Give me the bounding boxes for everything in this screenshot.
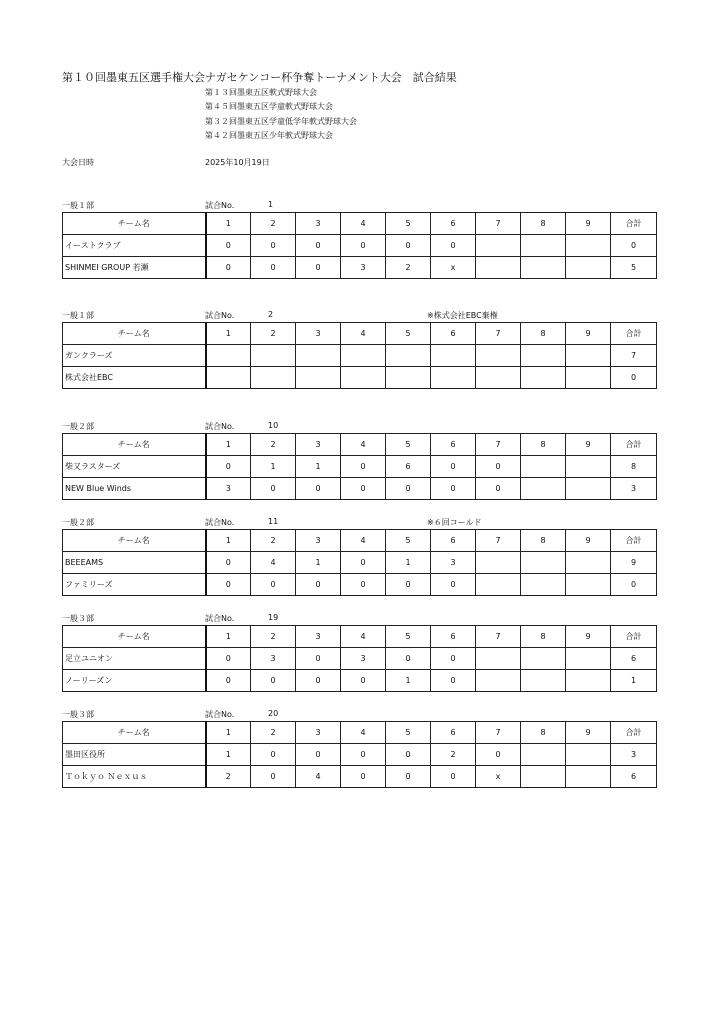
column-header-inning: 9 xyxy=(566,434,611,456)
division-label: 一般３部 xyxy=(62,614,94,623)
column-header-total: 合計 xyxy=(611,323,657,345)
inning-score: 1 xyxy=(296,552,341,574)
inning-score xyxy=(476,574,521,596)
game-no-value: 19 xyxy=(268,613,279,622)
inning-score xyxy=(431,367,476,389)
column-header-inning: 9 xyxy=(566,530,611,552)
team-name: 株式会社EBC xyxy=(63,367,206,389)
inning-score: 0 xyxy=(296,670,341,692)
inning-score: 0 xyxy=(476,456,521,478)
inning-score xyxy=(566,478,611,500)
inning-score: 2 xyxy=(431,744,476,766)
column-header-inning: 1 xyxy=(206,434,251,456)
inning-score xyxy=(251,345,296,367)
inning-score xyxy=(566,235,611,257)
subtitle-line: 第４５回墨東五区学童軟式野球大会 xyxy=(205,102,333,112)
game-block xyxy=(62,310,656,389)
total-score: 0 xyxy=(611,367,657,389)
inning-score: 0 xyxy=(206,552,251,574)
inning-score: 0 xyxy=(206,670,251,692)
total-score: 0 xyxy=(611,235,657,257)
inning-score: 0 xyxy=(386,235,431,257)
inning-score: 0 xyxy=(251,670,296,692)
inning-score: x xyxy=(431,257,476,279)
game-no-value: 2 xyxy=(268,310,274,319)
column-header-inning: 9 xyxy=(566,722,611,744)
inning-score xyxy=(566,345,611,367)
score-table xyxy=(62,625,657,692)
inning-score: 0 xyxy=(341,235,386,257)
inning-score: 0 xyxy=(296,257,341,279)
column-header-inning: 8 xyxy=(521,530,566,552)
table-header-row xyxy=(63,323,657,345)
game-header xyxy=(62,421,656,433)
column-header-inning: 2 xyxy=(251,722,296,744)
score-table xyxy=(62,322,657,389)
column-header-inning: 7 xyxy=(476,323,521,345)
column-header-inning: 4 xyxy=(341,722,386,744)
table-row xyxy=(63,574,657,596)
inning-score: 0 xyxy=(341,744,386,766)
inning-score: 0 xyxy=(251,478,296,500)
column-header-inning: 4 xyxy=(341,626,386,648)
game-block xyxy=(62,200,656,279)
table-row xyxy=(63,766,657,788)
game-note: ※６回コールド xyxy=(427,518,482,527)
inning-score: 3 xyxy=(431,552,476,574)
inning-score: 0 xyxy=(206,648,251,670)
inning-score xyxy=(206,345,251,367)
subtitle-list xyxy=(205,86,357,143)
inning-score: 0 xyxy=(296,648,341,670)
column-header-inning: 5 xyxy=(386,434,431,456)
inning-score xyxy=(521,345,566,367)
inning-score: 0 xyxy=(386,766,431,788)
inning-score: 0 xyxy=(341,574,386,596)
table-row xyxy=(63,235,657,257)
column-header-inning: 5 xyxy=(386,722,431,744)
table-header-row xyxy=(63,434,657,456)
score-table xyxy=(62,721,657,788)
column-header-inning: 1 xyxy=(206,722,251,744)
inning-score: 0 xyxy=(341,552,386,574)
inning-score: 0 xyxy=(296,574,341,596)
division-label: 一般１部 xyxy=(62,201,94,210)
column-header-inning: 5 xyxy=(386,323,431,345)
inning-score xyxy=(566,257,611,279)
inning-score xyxy=(341,345,386,367)
game-no-label: 試合No. xyxy=(205,201,235,210)
inning-score xyxy=(521,574,566,596)
total-score: 0 xyxy=(611,574,657,596)
column-header-inning: 6 xyxy=(431,626,476,648)
column-header-inning: 9 xyxy=(566,213,611,235)
column-header-inning: 9 xyxy=(566,323,611,345)
column-header-inning: 8 xyxy=(521,213,566,235)
page-title: 第１０回墨東五区選手権大会ナガセケンコー杯争奪トーナメント大会 試合結果 xyxy=(62,71,457,84)
column-header-inning: 7 xyxy=(476,213,521,235)
game-no-label: 試合No. xyxy=(205,311,235,320)
inning-score: 3 xyxy=(341,257,386,279)
table-header-row xyxy=(63,530,657,552)
inning-score: 1 xyxy=(206,744,251,766)
inning-score: 0 xyxy=(431,478,476,500)
total-score: 3 xyxy=(611,744,657,766)
inning-score: 0 xyxy=(206,456,251,478)
column-header-inning: 8 xyxy=(521,323,566,345)
inning-score xyxy=(521,235,566,257)
column-header-inning: 2 xyxy=(251,434,296,456)
subtitle-line: 第４２回墨東五区少年軟式野球大会 xyxy=(205,130,333,140)
game-no-label: 試合No. xyxy=(205,710,235,719)
game-no-value: 10 xyxy=(268,421,279,430)
team-name: 墨田区役所 xyxy=(63,744,206,766)
game-header xyxy=(62,310,656,322)
table-row xyxy=(63,367,657,389)
column-header-inning: 1 xyxy=(206,213,251,235)
inning-score: 4 xyxy=(251,552,296,574)
game-no-label: 試合No. xyxy=(205,614,235,623)
column-header-team: チーム名 xyxy=(63,213,206,235)
inning-score: 1 xyxy=(386,670,431,692)
column-header-inning: 4 xyxy=(341,434,386,456)
column-header-inning: 8 xyxy=(521,434,566,456)
game-block xyxy=(62,709,656,788)
game-header xyxy=(62,613,656,625)
column-header-inning: 4 xyxy=(341,213,386,235)
team-name: SHINMEI GROUP 若瀬 xyxy=(63,257,206,279)
inning-score: 0 xyxy=(341,670,386,692)
inning-score: 0 xyxy=(476,478,521,500)
total-score: 8 xyxy=(611,456,657,478)
column-header-inning: 8 xyxy=(521,722,566,744)
team-name: ガンクラーズ xyxy=(63,345,206,367)
column-header-inning: 3 xyxy=(296,323,341,345)
score-table xyxy=(62,529,657,596)
inning-score: x xyxy=(476,766,521,788)
table-header-row xyxy=(63,213,657,235)
column-header-inning: 6 xyxy=(431,323,476,345)
table-header-row xyxy=(63,722,657,744)
inning-score xyxy=(296,367,341,389)
division-label: 一般１部 xyxy=(62,311,94,320)
inning-score xyxy=(566,574,611,596)
inning-score xyxy=(566,552,611,574)
inning-score: 0 xyxy=(341,478,386,500)
inning-score xyxy=(521,367,566,389)
game-block xyxy=(62,517,656,596)
game-header xyxy=(62,517,656,529)
table-row xyxy=(63,478,657,500)
inning-score xyxy=(521,456,566,478)
game-header xyxy=(62,200,656,212)
inning-score: 0 xyxy=(431,648,476,670)
inning-score: 2 xyxy=(206,766,251,788)
column-header-total: 合計 xyxy=(611,626,657,648)
column-header-team: チーム名 xyxy=(63,626,206,648)
inning-score: 0 xyxy=(431,456,476,478)
inning-score xyxy=(386,367,431,389)
column-header-inning: 4 xyxy=(341,530,386,552)
column-header-inning: 3 xyxy=(296,722,341,744)
inning-score xyxy=(476,345,521,367)
inning-score: 0 xyxy=(251,766,296,788)
inning-score xyxy=(521,257,566,279)
column-header-total: 合計 xyxy=(611,434,657,456)
inning-score: 0 xyxy=(431,670,476,692)
game-block xyxy=(62,613,656,692)
column-header-total: 合計 xyxy=(611,722,657,744)
team-name: イーストクラブ xyxy=(63,235,206,257)
inning-score xyxy=(476,235,521,257)
inning-score xyxy=(566,367,611,389)
subtitle-line: 第１３回墨東五区軟式野球大会 xyxy=(205,88,317,97)
inning-score: 3 xyxy=(206,478,251,500)
inning-score: 4 xyxy=(296,766,341,788)
division-label: 一般２部 xyxy=(62,518,94,527)
inning-score xyxy=(521,744,566,766)
inning-score: 3 xyxy=(341,648,386,670)
inning-score xyxy=(476,670,521,692)
column-header-inning: 7 xyxy=(476,722,521,744)
column-header-inning: 6 xyxy=(431,722,476,744)
inning-score: 0 xyxy=(296,744,341,766)
table-row xyxy=(63,670,657,692)
inning-score xyxy=(521,478,566,500)
inning-score: 0 xyxy=(206,235,251,257)
column-header-total: 合計 xyxy=(611,530,657,552)
inning-score xyxy=(566,766,611,788)
game-no-value: 1 xyxy=(268,200,274,209)
column-header-team: チーム名 xyxy=(63,323,206,345)
column-header-inning: 5 xyxy=(386,626,431,648)
inning-score xyxy=(566,744,611,766)
score-table xyxy=(62,433,657,500)
team-name: ノーリーズン xyxy=(63,670,206,692)
column-header-total: 合計 xyxy=(611,213,657,235)
inning-score: 0 xyxy=(386,744,431,766)
column-header-team: チーム名 xyxy=(63,530,206,552)
inning-score xyxy=(206,367,251,389)
inning-score: 1 xyxy=(251,456,296,478)
inning-score xyxy=(476,257,521,279)
inning-score xyxy=(431,345,476,367)
column-header-inning: 6 xyxy=(431,213,476,235)
inning-score: 0 xyxy=(251,235,296,257)
column-header-inning: 7 xyxy=(476,626,521,648)
inning-score xyxy=(566,648,611,670)
inning-score: 6 xyxy=(386,456,431,478)
table-row xyxy=(63,456,657,478)
column-header-inning: 9 xyxy=(566,626,611,648)
game-block xyxy=(62,421,656,500)
inning-score xyxy=(476,648,521,670)
inning-score xyxy=(476,552,521,574)
inning-score xyxy=(296,345,341,367)
column-header-inning: 2 xyxy=(251,323,296,345)
column-header-inning: 5 xyxy=(386,530,431,552)
inning-score: 0 xyxy=(341,766,386,788)
inning-score xyxy=(341,367,386,389)
table-row xyxy=(63,345,657,367)
team-name: 足立ユニオン xyxy=(63,648,206,670)
inning-score: 1 xyxy=(386,552,431,574)
total-score: 5 xyxy=(611,257,657,279)
inning-score xyxy=(521,670,566,692)
inning-score: 0 xyxy=(476,744,521,766)
total-score: 7 xyxy=(611,345,657,367)
inning-score: 0 xyxy=(206,574,251,596)
team-name: 柴又ラスターズ xyxy=(63,456,206,478)
table-row xyxy=(63,744,657,766)
column-header-inning: 2 xyxy=(251,213,296,235)
division-label: 一般３部 xyxy=(62,710,94,719)
total-score: 9 xyxy=(611,552,657,574)
game-header xyxy=(62,709,656,721)
division-label: 一般２部 xyxy=(62,422,94,431)
column-header-inning: 2 xyxy=(251,626,296,648)
game-no-label: 試合No. xyxy=(205,518,235,527)
inning-score xyxy=(521,766,566,788)
inning-score: 0 xyxy=(296,235,341,257)
inning-score: 0 xyxy=(251,257,296,279)
column-header-inning: 6 xyxy=(431,434,476,456)
inning-score: 3 xyxy=(251,648,296,670)
table-row xyxy=(63,257,657,279)
table-header-row xyxy=(63,626,657,648)
column-header-inning: 7 xyxy=(476,434,521,456)
total-score: 1 xyxy=(611,670,657,692)
inning-score: 0 xyxy=(431,766,476,788)
inning-score: 0 xyxy=(206,257,251,279)
inning-score: 0 xyxy=(431,574,476,596)
column-header-inning: 3 xyxy=(296,626,341,648)
inning-score xyxy=(386,345,431,367)
inning-score: 0 xyxy=(431,235,476,257)
column-header-inning: 3 xyxy=(296,530,341,552)
team-name: BEEEAMS xyxy=(63,552,206,574)
subtitle-line: 第３２回墨東五区学童低学年軟式野球大会 xyxy=(205,116,357,126)
inning-score: 2 xyxy=(386,257,431,279)
column-header-inning: 3 xyxy=(296,434,341,456)
inning-score: 0 xyxy=(386,478,431,500)
inning-score: 0 xyxy=(386,648,431,670)
inning-score: 0 xyxy=(341,456,386,478)
total-score: 3 xyxy=(611,478,657,500)
column-header-team: チーム名 xyxy=(63,722,206,744)
inning-score xyxy=(566,670,611,692)
total-score: 6 xyxy=(611,648,657,670)
total-score: 6 xyxy=(611,766,657,788)
game-note: ※株式会社EBC棄権 xyxy=(427,311,498,320)
column-header-inning: 3 xyxy=(296,213,341,235)
inning-score xyxy=(566,456,611,478)
inning-score xyxy=(251,367,296,389)
team-name: NEW Blue Winds xyxy=(63,478,206,500)
inning-score xyxy=(521,648,566,670)
column-header-inning: 8 xyxy=(521,626,566,648)
date-value: 2025年10月19日 xyxy=(205,158,270,167)
inning-score: 0 xyxy=(296,478,341,500)
game-no-value: 20 xyxy=(268,709,279,718)
table-row xyxy=(63,552,657,574)
game-no-value: 11 xyxy=(268,517,279,526)
inning-score xyxy=(521,552,566,574)
inning-score: 0 xyxy=(251,744,296,766)
inning-score xyxy=(476,367,521,389)
column-header-inning: 7 xyxy=(476,530,521,552)
inning-score: 0 xyxy=(386,574,431,596)
inning-score: 0 xyxy=(251,574,296,596)
column-header-inning: 4 xyxy=(341,323,386,345)
column-header-inning: 6 xyxy=(431,530,476,552)
game-no-label: 試合No. xyxy=(205,422,235,431)
score-table xyxy=(62,212,657,279)
column-header-inning: 1 xyxy=(206,323,251,345)
column-header-team: チーム名 xyxy=(63,434,206,456)
table-row xyxy=(63,648,657,670)
column-header-inning: 5 xyxy=(386,213,431,235)
date-label: 大会日時 xyxy=(62,158,94,167)
inning-score: 1 xyxy=(296,456,341,478)
column-header-inning: 1 xyxy=(206,626,251,648)
column-header-inning: 2 xyxy=(251,530,296,552)
team-name: ファミリーズ xyxy=(63,574,206,596)
column-header-inning: 1 xyxy=(206,530,251,552)
team-name: Ｔｏｋｙｏ Ｎｅｘｕｓ xyxy=(63,766,206,788)
